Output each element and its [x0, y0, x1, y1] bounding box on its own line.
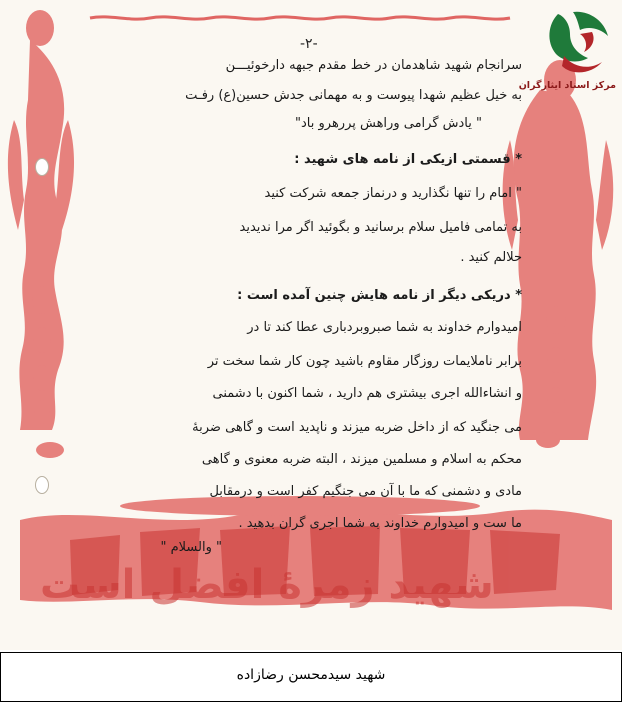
- caption-box: [0, 652, 622, 702]
- text-line-9: امیدوارم خداوند به شما صبروبردباری عطا کند تا در: [247, 320, 522, 335]
- text-line-7: حلالم کنید .: [460, 250, 522, 265]
- binder-hole-icon: [35, 476, 49, 494]
- text-line-13: محکم به اسلام و مسلمین میزند ، البته ضربه معنوی و گاهی: [201, 452, 522, 467]
- text-line-15: ما ست و امیدوارم خداوند به شما اجری گران بدهید .: [238, 516, 522, 531]
- text-line-2: به خیل عظیم شهدا پیوست و به مهمانی جدش حسین(ع) رفـت: [185, 88, 522, 103]
- text-line-6: به تمامی فامیل سلام برسانید و بگوئید اگر مرا ندیدید: [239, 220, 522, 235]
- text-line-16: " والسلام ": [160, 540, 222, 555]
- text-line-10: برابر ناملایمات روزگار مقاوم باشید چون کار شما سخت تر: [207, 354, 522, 369]
- text-line-8: * دریکی دیگر از نامه هایش چنین آمده است :: [237, 288, 522, 303]
- logo-icon: [528, 4, 618, 84]
- text-line-1: سرانجام شهید شاهدمان در خط مقدم جبهه دارخوئیـــن: [225, 58, 522, 73]
- bottom-banner-text: شهید زمرهٔ افضل است: [40, 562, 494, 608]
- text-line-14: مادی و دشمنی که ما با آن می جنگیم کفر است و درمقابل: [209, 484, 522, 499]
- text-line-5: " امام را تنها نگذارید و درنماز جمعه شرکت کنید: [264, 186, 522, 201]
- caption-text: شهید سیدمحسن رضازاده: [236, 667, 386, 683]
- text-line-12: می جنگید که از داخل ضربه میزند و ناپدید است و گاهی ضربهٔ: [192, 420, 522, 435]
- text-line-11: و انشاءالله اجری بیشتری هم دارید ، شما اکنون با دشمنی: [212, 386, 522, 401]
- text-line-3: " یادش گرامی وراهش پررهرو باد": [295, 116, 482, 131]
- page-number: -۲-: [300, 36, 318, 52]
- binder-hole-icon: [35, 158, 49, 176]
- logo-label: مرکز اسناد ایثارگران: [518, 80, 616, 91]
- text-line-4: * قسمتی ازیکی از نامه های شهید :: [294, 152, 522, 167]
